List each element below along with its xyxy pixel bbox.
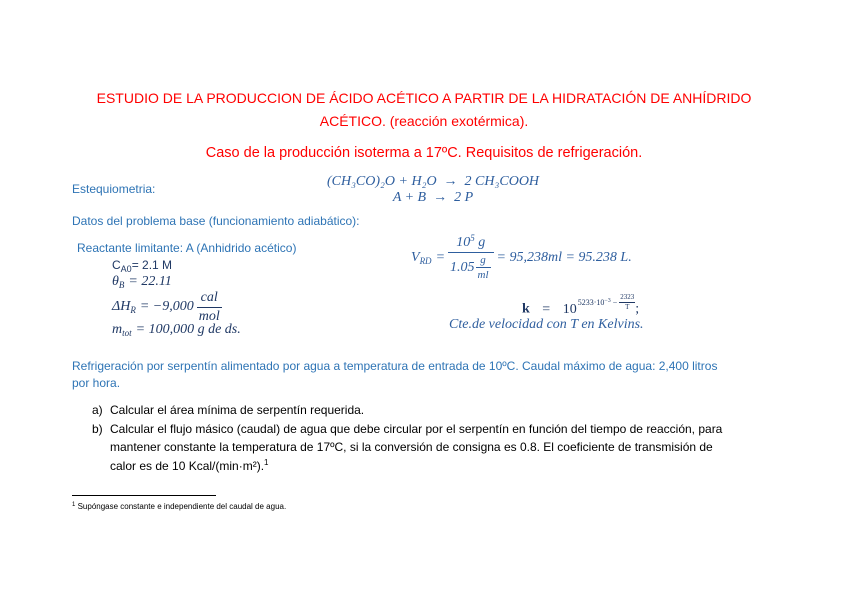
volume-numerator-text	[456, 235, 485, 250]
title-line-2: ACÉTICO. (reacción exotérmica).	[319, 113, 529, 129]
initial-concentration	[112, 257, 172, 273]
theta-symbol: θ	[112, 274, 119, 289]
density-unit-numerator	[476, 254, 491, 268]
task-b-line-3: calor es de 10 Kcal/(min·m²).	[110, 459, 265, 473]
footnote-separator	[72, 495, 216, 496]
volume-result: = 95,238ml = 95.238 L.	[496, 250, 632, 265]
exponent-num-text: 2323	[620, 293, 635, 301]
enthalpy-unit-num-text: cal	[200, 290, 218, 306]
volume-num-unit: g	[478, 235, 486, 251]
density-unit-fraction	[476, 254, 491, 281]
rate-constant-symbol: k	[522, 301, 530, 317]
generic-equation: A + B → 2 P	[392, 190, 474, 205]
mass-subscript: tot	[122, 328, 132, 338]
mass-symbol: m	[112, 322, 123, 337]
density-value: 1.05	[450, 259, 475, 275]
volume-symbol-group	[411, 250, 432, 266]
base-data-heading: Datos del problema base (funcionamiento adiabático):	[72, 214, 360, 228]
volume-denominator	[448, 253, 494, 281]
volume-fraction	[448, 235, 494, 281]
rate-constant-note: Cte.de velocidad con T en Kelvins.	[449, 317, 644, 332]
reactor-volume-formula	[411, 233, 632, 281]
reaction-enthalpy	[112, 289, 225, 325]
theta-b	[112, 274, 172, 290]
ca0-subscript: A0	[120, 264, 132, 274]
exponent-denominator	[619, 303, 635, 312]
exponent-a-power: −3	[604, 297, 611, 304]
rate-constant-end: ;	[635, 301, 640, 317]
task-a-text: Calcular el área mínima de serpentín requerida.	[110, 403, 365, 417]
volume-numerator	[448, 235, 494, 252]
footnote-marker: 1	[72, 502, 76, 508]
volume-num-base: 10	[456, 235, 471, 251]
volume-equals: =	[435, 250, 446, 265]
exponent-a-text: 5233·10	[577, 297, 605, 307]
enthalpy-unit-numerator	[197, 290, 222, 307]
ca0-symbol: C	[112, 258, 121, 272]
total-mass	[112, 322, 241, 338]
exponent-term-a	[578, 295, 611, 311]
title-line-1: ESTUDIO DE LA PRODUCCION DE ÁCIDO ACÉTICO A PARTIR DE LA HIDRATACIÓN DE ANHÍDRIDO	[96, 90, 752, 106]
theta-value: = 22.11	[128, 274, 172, 289]
task-b-line-3-group	[110, 458, 269, 474]
footnote	[72, 502, 286, 512]
enthalpy-unit-fraction	[197, 290, 222, 324]
density-unit-den-text: ml	[477, 268, 489, 281]
volume-subscript: RD	[419, 256, 432, 266]
mass-value: = 100,000 g de ds.	[135, 322, 241, 337]
density-unit-denominator	[476, 268, 491, 281]
exponent-den-text: T	[625, 302, 630, 311]
reaction-equation: (CH₃CO)₂O + H₂O → 2 CH₃COOH	[326, 174, 540, 189]
rate-constant-base: 10	[562, 301, 577, 317]
rate-constant-equals: =	[542, 301, 551, 317]
volume-symbol: V	[411, 250, 420, 265]
theta-subscript: B	[118, 280, 125, 290]
enthalpy-subscript: R	[130, 305, 136, 315]
task-b-line-1: Calcular el flujo másico (caudal) de agua que debe circular por el serpentín en función del tiempo de reacción, para	[110, 422, 723, 436]
stoichiometry-label: Estequiometria:	[72, 182, 156, 196]
exponent-numerator	[619, 294, 635, 303]
density-unit-num-text: g	[480, 253, 486, 266]
rate-constant-formula	[522, 294, 639, 318]
cooling-line-1: Refrigeración por serpentín alimentado por agua a temperatura de entrada de 10ºC. Caudal máximo de agua: 2,400 litros	[72, 359, 718, 373]
task-b-line-2: mantener constante la temperatura de 17ºC, si la conversión de consigna es 0.8. El coeficiente de transmisión de	[110, 440, 713, 454]
exponent-minus: −	[612, 297, 618, 307]
enthalpy-unit-den-text: mol	[198, 308, 220, 324]
volume-num-exponent: 5	[470, 233, 475, 244]
enthalpy-value: = −9,000	[139, 299, 194, 314]
subtitle: Caso de la producción isoterma a 17ºC. Requisitos de refrigeración.	[205, 145, 643, 161]
limiting-reactant: Reactante limitante: A (Anhidrido acético)	[77, 241, 297, 255]
footnote-reference: 1	[264, 458, 269, 467]
task-b-marker: b)	[92, 422, 103, 436]
enthalpy-symbol: ΔH	[112, 299, 131, 314]
ca0-value: = 2.1 M	[131, 258, 173, 272]
rate-constant-exponent	[578, 294, 636, 311]
cooling-line-2: por hora.	[72, 376, 121, 390]
task-a-marker: a)	[92, 403, 103, 417]
exponent-fraction	[619, 294, 635, 311]
enthalpy-symbol-group	[112, 299, 136, 315]
footnote-text: Supóngase constante e independiente del caudal de agua.	[77, 502, 287, 511]
